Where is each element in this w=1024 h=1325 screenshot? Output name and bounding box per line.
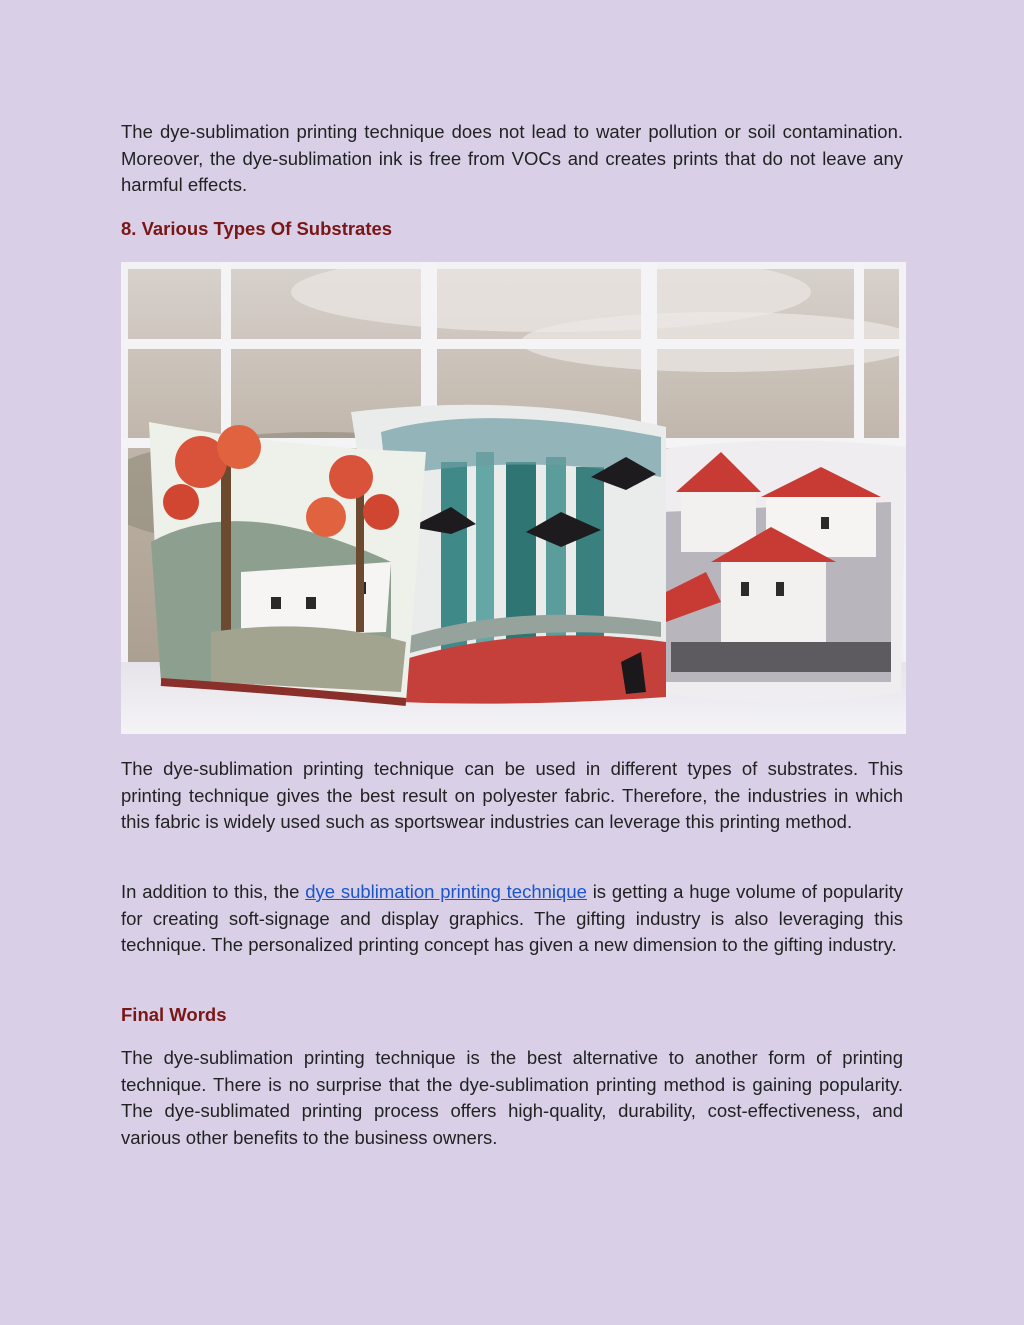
village-cushion	[641, 441, 906, 702]
substrates-paragraph-2	[121, 879, 903, 959]
intro-section	[121, 119, 903, 199]
tree-cushion	[149, 422, 426, 702]
substrates-p2-before: In addition to this, the	[121, 881, 306, 902]
final-heading-wrap	[121, 1004, 903, 1026]
substrates-heading-wrap	[121, 218, 903, 240]
final-paragraph: The dye-sublimation printing technique is the best alternative to another form of printing technique. There is no surprise that the dye-sublimation printing method is gaining popularity. The dye-sublimated printing process offers high-quality, durability, cost-effectiveness, and various other benefits to the business owners.	[121, 1047, 903, 1148]
intro-paragraph: The dye-sublimation printing technique does not lead to water pollution or soil contamination. Moreover, the dye-sublimation ink is free from VOCs and creates prints that do not leave any harmful effects.	[121, 121, 903, 195]
substrates-section-2	[121, 879, 903, 959]
final-heading: Final Words	[121, 1004, 227, 1025]
substrates-section	[121, 756, 903, 836]
cushions-photo	[121, 262, 906, 734]
substrates-p2-after: is getting a huge volume of popularity for creating soft-signage and display graphics. The gifting industry is also leveraging this technique. The personalized printing concept has given a new dimension to the gifting industry.	[121, 881, 904, 955]
substrates-paragraph-1: The dye-sublimation printing technique can be used in different types of substrates. This printing technique gives the best result on polyester fabric. Therefore, the industries in which this fabric is widely used such as sportswear industries can leverage this printing method.	[121, 758, 903, 832]
final-section	[121, 1045, 903, 1151]
cushions-illustration	[121, 262, 906, 734]
dye-sublimation-link[interactable]: dye sublimation printing technique	[305, 881, 587, 902]
substrates-heading: 8. Various Types Of Substrates	[121, 218, 393, 239]
